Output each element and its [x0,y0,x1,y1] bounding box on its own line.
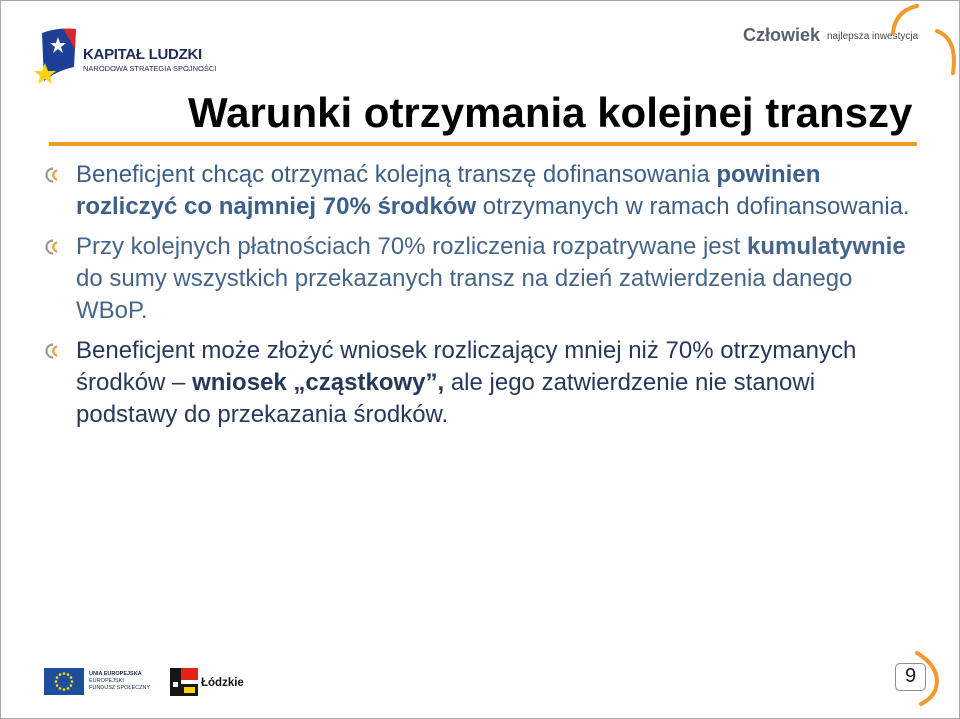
bold-text-segment: kumulatywnie [746,233,906,260]
text-segment: Beneficjent chcąc otrzymać kolejną transzę dofinansowania [76,161,717,188]
text-segment: WBoP. [76,297,148,324]
czlowiek-logo-subtitle: najlepsza inwestycja [827,31,919,42]
bullet-line [76,367,856,399]
bullet-item [45,231,910,327]
bullet-list [45,159,910,439]
bullet-line [76,159,910,191]
title-underline-divider [49,142,917,146]
crescent-bullet-icon [45,167,76,183]
text-segment: Przy kolejnych płatnościach 70% rozliczenia rozpatrywane jest [76,233,747,260]
bullet-item [45,159,910,223]
bullet-line [76,295,906,327]
kapital-ludzki-subtitle: NARODOWA STRATEGIA SPÓJNOŚCI [83,64,217,73]
eu-logo-text [89,671,150,692]
bullet-line [76,399,856,431]
kapital-ludzki-logo-icon [34,27,80,89]
bullet-line [76,263,906,295]
kapital-ludzki-title: KAPITAŁ LUDZKI [83,46,202,63]
bold-text-segment: rozliczyć co najmniej 70% środków [76,193,477,220]
eu-line-3: FUNDUSZ SPOŁECZNY [89,685,151,691]
orange-arc-decoration [905,647,949,707]
crescent-bullet-icon [45,239,76,255]
crescent-bullet-icon [45,343,76,359]
bold-text-segment: wniosek „cząstkowy”, [192,369,445,396]
bullet-line [76,335,856,367]
bullet-text [76,231,906,327]
text-segment: Beneficjent może złożyć wniosek rozliczający mniej niż 70% otrzymanych [76,337,857,364]
text-segment: ale jego zatwierdzenie nie stanowi [444,369,816,396]
orange-arc-decoration [879,1,959,79]
text-segment: do sumy wszystkich przekazanych transz na dzień zatwierdzenia danego [76,265,853,292]
eu-line-1: UNIA EUROPEJSKA [89,671,142,677]
eu-line-2: EUROPEJSKI [89,678,124,684]
page-number: 9 [895,663,926,691]
text-segment: środków – [76,369,193,396]
lodzkie-logo-text: Łódzkie [201,677,244,689]
lodzkie-logo-icon [169,667,199,697]
bullet-text [76,159,910,223]
text-segment: otrzymanych w ramach dofinansowania. [476,193,910,220]
bullet-line [76,191,910,223]
czlowiek-logo-title: Człowiek [743,25,821,45]
eu-flag-icon [44,668,84,695]
slide-title: Warunki otrzymania kolejnej transzy [188,89,913,136]
text-segment: podstawy do przekazania środków. [76,401,449,428]
bullet-text [76,335,856,431]
bullet-item [45,335,910,431]
bullet-line [76,231,906,263]
bold-text-segment: powinien [716,161,821,188]
